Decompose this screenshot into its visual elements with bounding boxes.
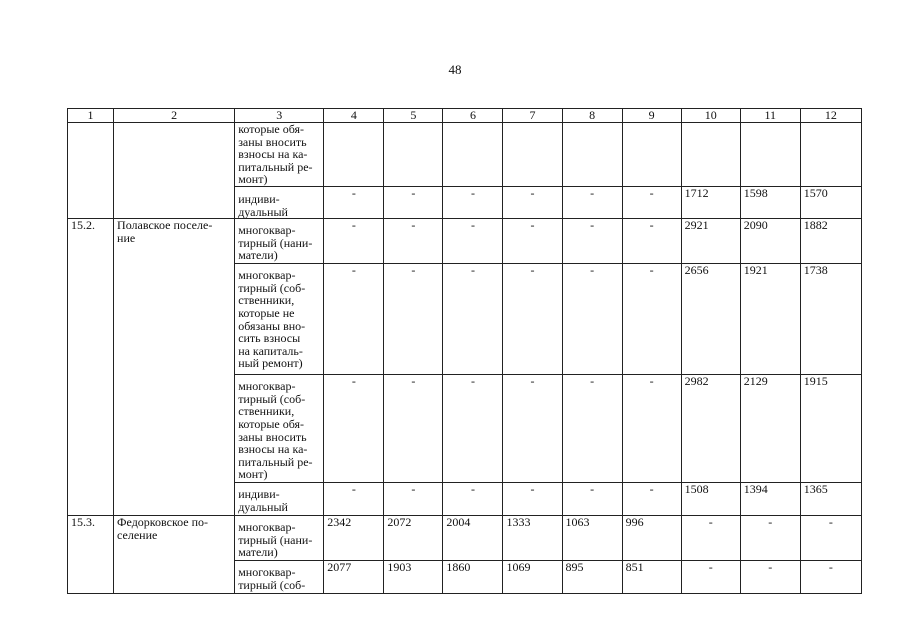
value-cell: - — [681, 561, 740, 594]
value-cell: 851 — [622, 561, 681, 594]
settlement-name-cell — [114, 123, 235, 219]
value-cell: - — [622, 264, 681, 375]
page-number: 48 — [448, 62, 462, 77]
value-cell — [443, 123, 503, 187]
value-cell: - — [384, 264, 443, 375]
value-cell: - — [503, 187, 562, 219]
housing-type-cell: которые обя- заны вносить взносы на ка- питальный ре- монт) — [235, 123, 324, 187]
value-cell: 1063 — [562, 516, 622, 561]
value-cell: 2982 — [681, 375, 740, 483]
value-cell — [681, 123, 740, 187]
value-cell: - — [562, 219, 622, 264]
value-cell: - — [622, 187, 681, 219]
header-row — [68, 109, 862, 123]
table-row — [68, 123, 862, 187]
value-cell: 1069 — [503, 561, 562, 594]
value-cell: - — [324, 187, 384, 219]
value-cell: - — [800, 561, 861, 594]
value-cell — [384, 123, 443, 187]
value-cell — [622, 123, 681, 187]
value-cell: 1508 — [681, 483, 740, 516]
value-cell: 1738 — [800, 264, 861, 375]
value-cell: - — [324, 264, 384, 375]
column-header: 6 — [443, 109, 503, 123]
value-cell: 1598 — [740, 187, 800, 219]
value-cell: - — [384, 375, 443, 483]
value-cell: 1712 — [681, 187, 740, 219]
column-header: 3 — [235, 109, 324, 123]
value-cell: - — [562, 264, 622, 375]
data-table — [67, 108, 862, 594]
settlement-name-cell: Полавское поселе- ние — [114, 219, 235, 516]
value-cell: 996 — [622, 516, 681, 561]
column-header: 10 — [681, 109, 740, 123]
column-header: 12 — [800, 109, 861, 123]
value-cell: - — [324, 483, 384, 516]
value-cell: 1882 — [800, 219, 861, 264]
housing-type-cell: индиви- дуальный — [235, 483, 324, 516]
value-cell: 1333 — [503, 516, 562, 561]
settlement-name-cell: Федорковское по- селение — [114, 516, 235, 594]
value-cell: - — [384, 219, 443, 264]
value-cell: - — [384, 187, 443, 219]
value-cell: 2004 — [443, 516, 503, 561]
column-header: 8 — [562, 109, 622, 123]
value-cell — [740, 123, 800, 187]
value-cell: 1915 — [800, 375, 861, 483]
housing-type-cell: многоквар- тирный (нани- матели) — [235, 516, 324, 561]
value-cell: 2129 — [740, 375, 800, 483]
value-cell: - — [562, 483, 622, 516]
value-cell: - — [622, 375, 681, 483]
value-cell: 2077 — [324, 561, 384, 594]
value-cell: 1570 — [800, 187, 861, 219]
value-cell — [324, 123, 384, 187]
column-header: 11 — [740, 109, 800, 123]
housing-type-cell: многоквар- тирный (нани- матели) — [235, 219, 324, 264]
value-cell: - — [800, 516, 861, 561]
value-cell — [800, 123, 861, 187]
value-cell: - — [562, 187, 622, 219]
housing-type-cell: многоквар- тирный (соб- ственники, которые обя- заны вносить взносы на ка- питальный ре- монт) — [235, 375, 324, 483]
value-cell: - — [503, 219, 562, 264]
value-cell: - — [740, 516, 800, 561]
column-header: 9 — [622, 109, 681, 123]
column-header: 2 — [114, 109, 235, 123]
row-number-cell — [68, 123, 114, 219]
value-cell: 2342 — [324, 516, 384, 561]
value-cell: - — [503, 264, 562, 375]
value-cell: 1394 — [740, 483, 800, 516]
housing-type-cell: индиви- дуальный — [235, 187, 324, 219]
column-header: 4 — [324, 109, 384, 123]
value-cell — [503, 123, 562, 187]
value-cell: 2090 — [740, 219, 800, 264]
table-row — [68, 516, 862, 561]
value-cell: - — [384, 483, 443, 516]
value-cell: 2656 — [681, 264, 740, 375]
value-cell: - — [562, 375, 622, 483]
value-cell: - — [324, 219, 384, 264]
value-cell: - — [324, 375, 384, 483]
value-cell: - — [443, 264, 503, 375]
value-cell: 2921 — [681, 219, 740, 264]
value-cell: - — [443, 219, 503, 264]
row-number-cell: 15.2. — [68, 219, 114, 516]
value-cell: - — [740, 561, 800, 594]
value-cell: 895 — [562, 561, 622, 594]
value-cell: 1921 — [740, 264, 800, 375]
value-cell: - — [443, 375, 503, 483]
value-cell: 1365 — [800, 483, 861, 516]
value-cell: - — [622, 219, 681, 264]
value-cell — [562, 123, 622, 187]
table-row — [68, 219, 862, 264]
value-cell: - — [622, 483, 681, 516]
value-cell: - — [503, 483, 562, 516]
value-cell: - — [443, 187, 503, 219]
column-header: 7 — [503, 109, 562, 123]
value-cell: 1860 — [443, 561, 503, 594]
value-cell: - — [681, 516, 740, 561]
row-number-cell: 15.3. — [68, 516, 114, 594]
column-header: 5 — [384, 109, 443, 123]
value-cell: 1903 — [384, 561, 443, 594]
value-cell: - — [503, 375, 562, 483]
column-header: 1 — [68, 109, 114, 123]
housing-type-cell: многоквар- тирный (соб- ственники, которые не обязаны вно- сить взносы на капиталь- ный ремонт) — [235, 264, 324, 375]
housing-type-cell: многоквар- тирный (соб- — [235, 561, 324, 594]
value-cell: - — [443, 483, 503, 516]
value-cell: 2072 — [384, 516, 443, 561]
